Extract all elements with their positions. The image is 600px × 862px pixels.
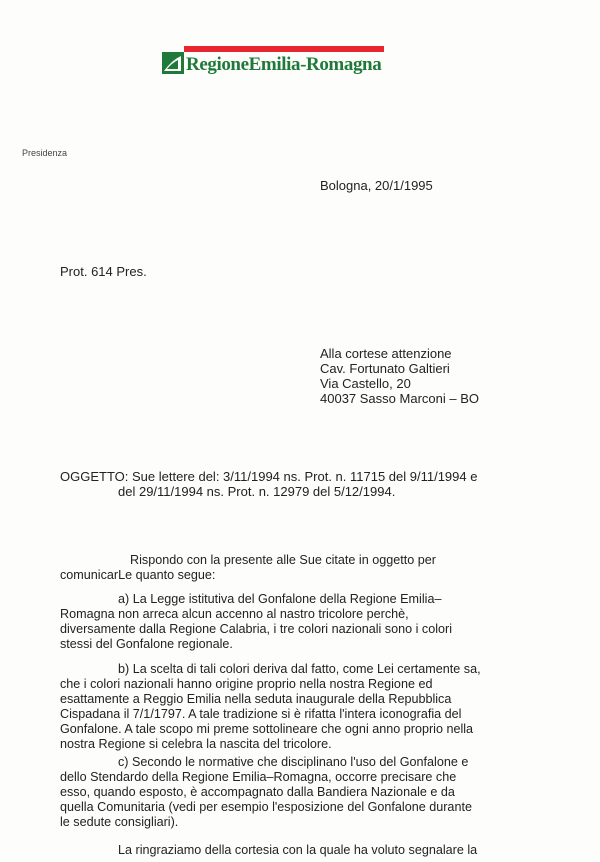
logo-text: RegioneEmilia-Romagna bbox=[186, 54, 382, 75]
subject-block bbox=[60, 469, 520, 499]
recipient-line: Cav. Fortunato Galtieri bbox=[320, 361, 450, 376]
body-line: Romagna non arreca alcun accenno al nastro tricolore perchè, bbox=[60, 607, 409, 621]
protocol-number: Prot. 614 Pres. bbox=[60, 264, 147, 279]
body-line: Gonfalone. A tale scopo mi preme sottolineare che ogni anno proprio nella bbox=[60, 722, 474, 736]
region-emblem-icon bbox=[162, 52, 184, 74]
body-line: diversamente dalla Regione Calabria, i tre colori nazionali sono i colori bbox=[60, 622, 453, 636]
recipient-block bbox=[320, 346, 479, 406]
date-line: Bologna, 20/1/1995 bbox=[320, 178, 433, 193]
body-line: Cispadana il 7/1/1797. A tale tradizione si è rifatta l'intera iconografia del bbox=[60, 707, 462, 721]
body-line: nostra Regione si celebra la nascita del tricolore. bbox=[60, 737, 332, 751]
intro-paragraph bbox=[60, 553, 517, 583]
body-line: stessi del Gonfalone regionale. bbox=[60, 637, 233, 651]
closing-paragraph bbox=[60, 843, 517, 858]
paragraph-b bbox=[60, 662, 517, 752]
body-line: esattamente a Reggio Emilia nella seduta inaugurale della Repubblica bbox=[60, 692, 452, 706]
body-line: La ringraziamo della cortesia con la quale ha voluto segnalare la bbox=[118, 843, 478, 857]
recipient-line: Alla cortese attenzione bbox=[320, 346, 452, 361]
letterhead-logo bbox=[162, 46, 386, 82]
recipient-line: Via Castello, 20 bbox=[320, 376, 411, 391]
body-line: che i colori nazionali hanno origine proprio nella nostra Regione ed bbox=[60, 677, 433, 691]
body-line: a) La Legge istitutiva del Gonfalone della Regione Emilia– bbox=[118, 592, 442, 606]
body-line: comunicarLe quanto segue: bbox=[60, 568, 216, 582]
paragraph-c bbox=[60, 755, 517, 830]
body-line: b) La scelta di tali colori deriva dal fatto, come Lei certamente sa, bbox=[118, 662, 481, 676]
subject-line: OGGETTO: Sue lettere del: 3/11/1994 ns. Prot. n. 11715 del 9/11/1994 e bbox=[60, 469, 478, 484]
body-line: le sedute consigliari). bbox=[60, 815, 179, 829]
body-line: Rispondo con la presente alle Sue citate in oggetto per bbox=[130, 553, 436, 567]
body-line: esso, quando esposto, è accompagnato dalla Bandiera Nazionale e da bbox=[60, 785, 455, 799]
paragraph-a bbox=[60, 592, 517, 652]
recipient-line: 40037 Sasso Marconi – BO bbox=[320, 391, 479, 406]
body-line: c) Secondo le normative che disciplinano l'uso del Gonfalone e bbox=[118, 755, 469, 769]
subject-line: del 29/11/1994 ns. Prot. n. 12979 del 5/12/1994. bbox=[118, 484, 396, 499]
logo-red-bar bbox=[184, 46, 384, 52]
body-line: quella Comunitaria (vedi per esempio l'esposizione del Gonfalone durante bbox=[60, 800, 472, 814]
body-line: dello Stendardo della Regione Emilia–Romagna, occorre precisare che bbox=[60, 770, 457, 784]
department-label: Presidenza bbox=[22, 148, 68, 158]
